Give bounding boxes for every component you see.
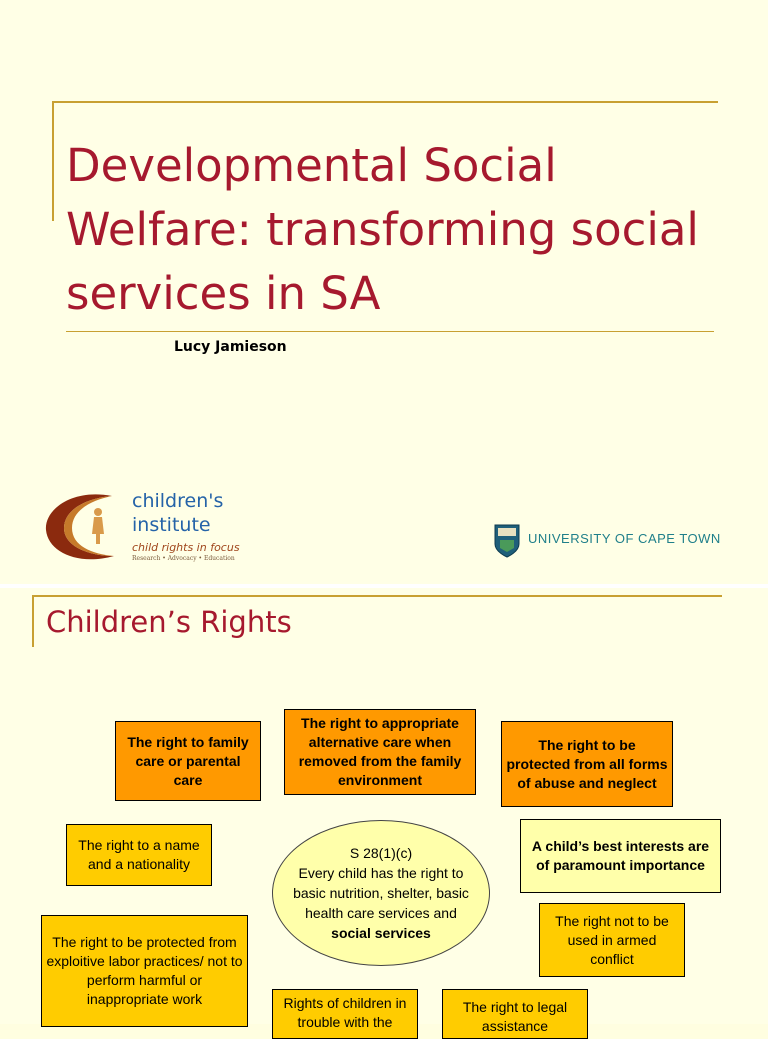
box-text: The right to be protected from all forms of abuse and neglect xyxy=(506,736,668,791)
childrens-institute-logo-icon xyxy=(42,490,132,566)
childrens-institute-subtagline: Research • Advocacy • Education xyxy=(132,555,235,562)
box-name-nationality xyxy=(66,824,212,886)
box-text: The right to legal assistance xyxy=(462,999,568,1034)
box-text: A child’s best interests are of paramount importance xyxy=(531,838,710,873)
box-alternative-care xyxy=(284,709,476,795)
box-text: The right to family care or parental care xyxy=(127,733,249,788)
center-section: S 28(1)(c) xyxy=(349,845,413,861)
top-rule xyxy=(52,101,718,103)
box-text: Rights of children in trouble with the xyxy=(283,995,407,1030)
left-rule xyxy=(52,101,54,221)
slide-heading: Children’s Rights xyxy=(46,605,292,639)
box-best-interests xyxy=(520,819,721,893)
box-text: The right not to be used in armed conflict xyxy=(555,912,669,967)
author-name: Lucy Jamieson xyxy=(174,339,287,355)
childrens-institute-line1: children's xyxy=(132,490,224,512)
childrens-institute-line2: institute xyxy=(132,514,211,536)
box-armed-conflict xyxy=(539,903,685,977)
center-ellipse xyxy=(272,820,490,966)
left-rule xyxy=(32,595,34,647)
box-family-care xyxy=(115,721,261,801)
uct-crest-icon xyxy=(494,524,520,558)
box-trouble-law xyxy=(272,989,418,1039)
uct-name: UNIVERSITY OF CAPE TOWN xyxy=(528,531,721,546)
box-protected-abuse xyxy=(501,721,673,807)
box-text: The right to a name and a nationality xyxy=(78,837,200,872)
box-text: The right to be protected from exploitive labor practices/ not to perform harmful or inappropriate work xyxy=(46,934,243,1007)
top-rule xyxy=(32,595,722,597)
childrens-institute-tagline: child rights in focus xyxy=(132,541,240,554)
under-title-rule xyxy=(66,331,714,332)
center-text: Every child has the right to basic nutrition, shelter, basic health care services and xyxy=(293,865,469,921)
box-text: The right to appropriate alternative care when removed from the family environment xyxy=(298,715,462,788)
box-exploitive-labor xyxy=(41,915,248,1027)
center-ellipse-text xyxy=(287,843,475,943)
center-bold: social services xyxy=(331,925,431,941)
slide-title-heading: Developmental Social Welfare: transforming social services in SA xyxy=(66,139,699,320)
box-legal-assistance xyxy=(442,989,588,1039)
